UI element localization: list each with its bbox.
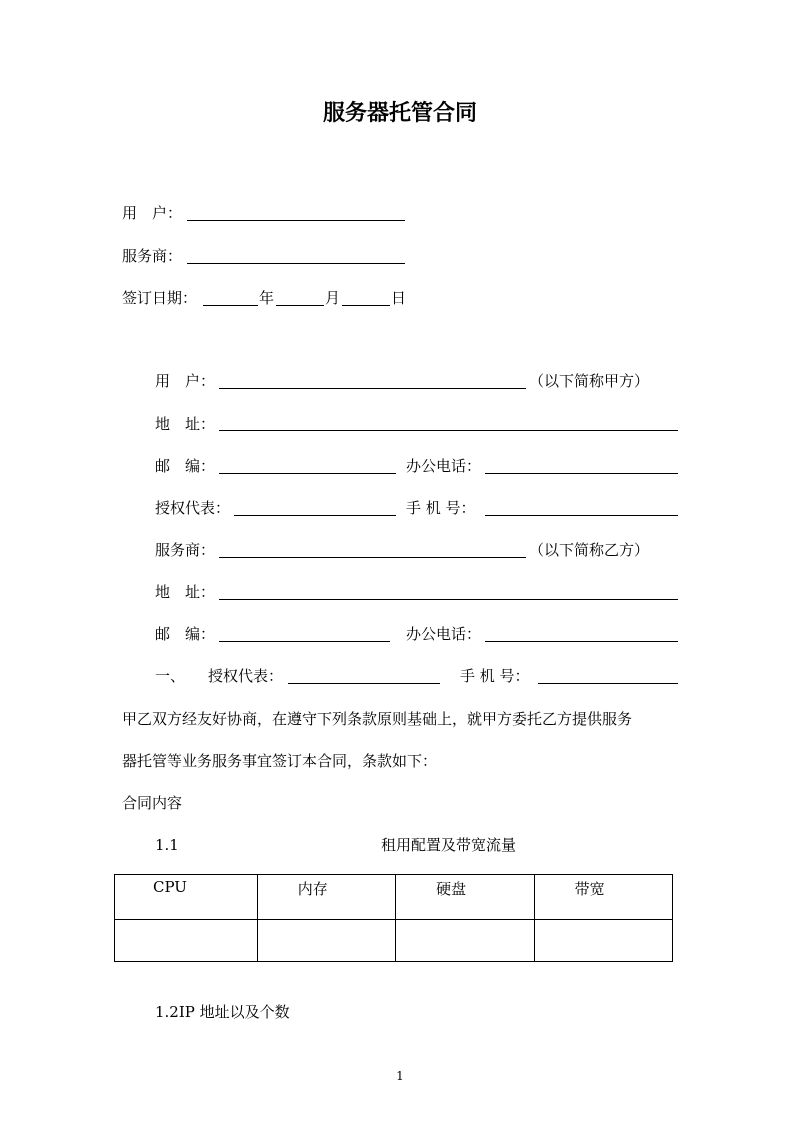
table-header-memory: 内存 — [257, 875, 395, 920]
table-header-cpu: CPU — [115, 875, 258, 920]
party-a-postcode-blank[interactable] — [219, 473, 396, 474]
clause-number: 一、 — [155, 667, 186, 685]
party-a-phone-label: 办公电话： — [406, 457, 482, 475]
party-b-rep-blank[interactable] — [288, 683, 440, 684]
table-cell-bandwidth[interactable] — [534, 920, 672, 962]
party-b-postcode-label: 邮 编： — [155, 625, 216, 643]
party-a-user-blank[interactable] — [219, 388, 526, 389]
table-cell-memory[interactable] — [257, 920, 395, 962]
party-a-postcode-label: 邮 编： — [155, 457, 216, 475]
cover-year-label: 年 — [259, 289, 275, 307]
party-a-address-blank[interactable] — [219, 430, 678, 431]
party-a-phone-blank[interactable] — [485, 473, 678, 474]
section-1-1-title: 租用配置及带宽流量 — [381, 836, 517, 854]
party-b-provider-label: 服务商： — [155, 541, 216, 559]
cover-year-blank[interactable] — [203, 305, 258, 306]
table-cell-disk[interactable] — [396, 920, 534, 962]
spec-table — [114, 874, 673, 962]
page-number: 1 — [396, 1069, 404, 1083]
contract-content-heading: 合同内容 — [122, 794, 183, 812]
intro-line-1: 甲乙双方经友好协商，在遵守下列条款原则基础上，就甲方委托乙方提供服务 — [122, 710, 633, 728]
cover-month-label: 月 — [325, 289, 341, 307]
cover-user-label: 用 户： — [122, 204, 183, 222]
page-title: 服务器托管合同 — [322, 100, 477, 126]
party-b-address-blank[interactable] — [219, 599, 678, 600]
party-b-note: （以下简称乙方） — [529, 541, 650, 559]
party-a-note: （以下简称甲方） — [529, 372, 650, 390]
party-a-rep-blank[interactable] — [234, 515, 396, 516]
party-b-mobile-label: 手 机 号： — [460, 667, 530, 685]
party-b-mobile-blank[interactable] — [538, 683, 678, 684]
party-a-address-label: 地 址： — [155, 415, 216, 433]
party-a-mobile-label: 手 机 号： — [406, 499, 476, 517]
party-a-rep-label: 授权代表： — [155, 499, 231, 517]
party-a-mobile-blank[interactable] — [485, 515, 678, 516]
party-b-address-label: 地 址： — [155, 583, 216, 601]
table-cell-cpu[interactable] — [115, 920, 258, 962]
cover-day-blank[interactable] — [342, 305, 390, 306]
party-b-phone-label: 办公电话： — [406, 625, 482, 643]
table-row — [115, 920, 673, 962]
cover-user-blank[interactable] — [187, 220, 405, 221]
party-b-phone-blank[interactable] — [485, 641, 678, 642]
cover-provider-blank[interactable] — [187, 263, 405, 264]
cover-provider-label: 服务商： — [122, 247, 183, 265]
party-b-rep-label: 授权代表： — [208, 667, 284, 685]
cover-day-label: 日 — [391, 289, 407, 307]
table-header-bandwidth: 带宽 — [534, 875, 672, 920]
section-1-1-number: 1.1 — [155, 836, 179, 854]
cover-date-label: 签订日期： — [122, 289, 198, 307]
table-header-disk: 硬盘 — [396, 875, 534, 920]
table-header-row — [115, 875, 673, 920]
party-b-provider-blank[interactable] — [219, 557, 526, 558]
party-a-user-label: 用 户： — [155, 372, 216, 390]
section-1-2-heading: 1.2IP 地址以及个数 — [155, 1003, 290, 1021]
party-b-postcode-blank[interactable] — [219, 641, 390, 642]
cover-month-blank[interactable] — [276, 305, 324, 306]
intro-line-2: 器托管等业务服务事宜签订本合同，条款如下： — [122, 752, 438, 770]
